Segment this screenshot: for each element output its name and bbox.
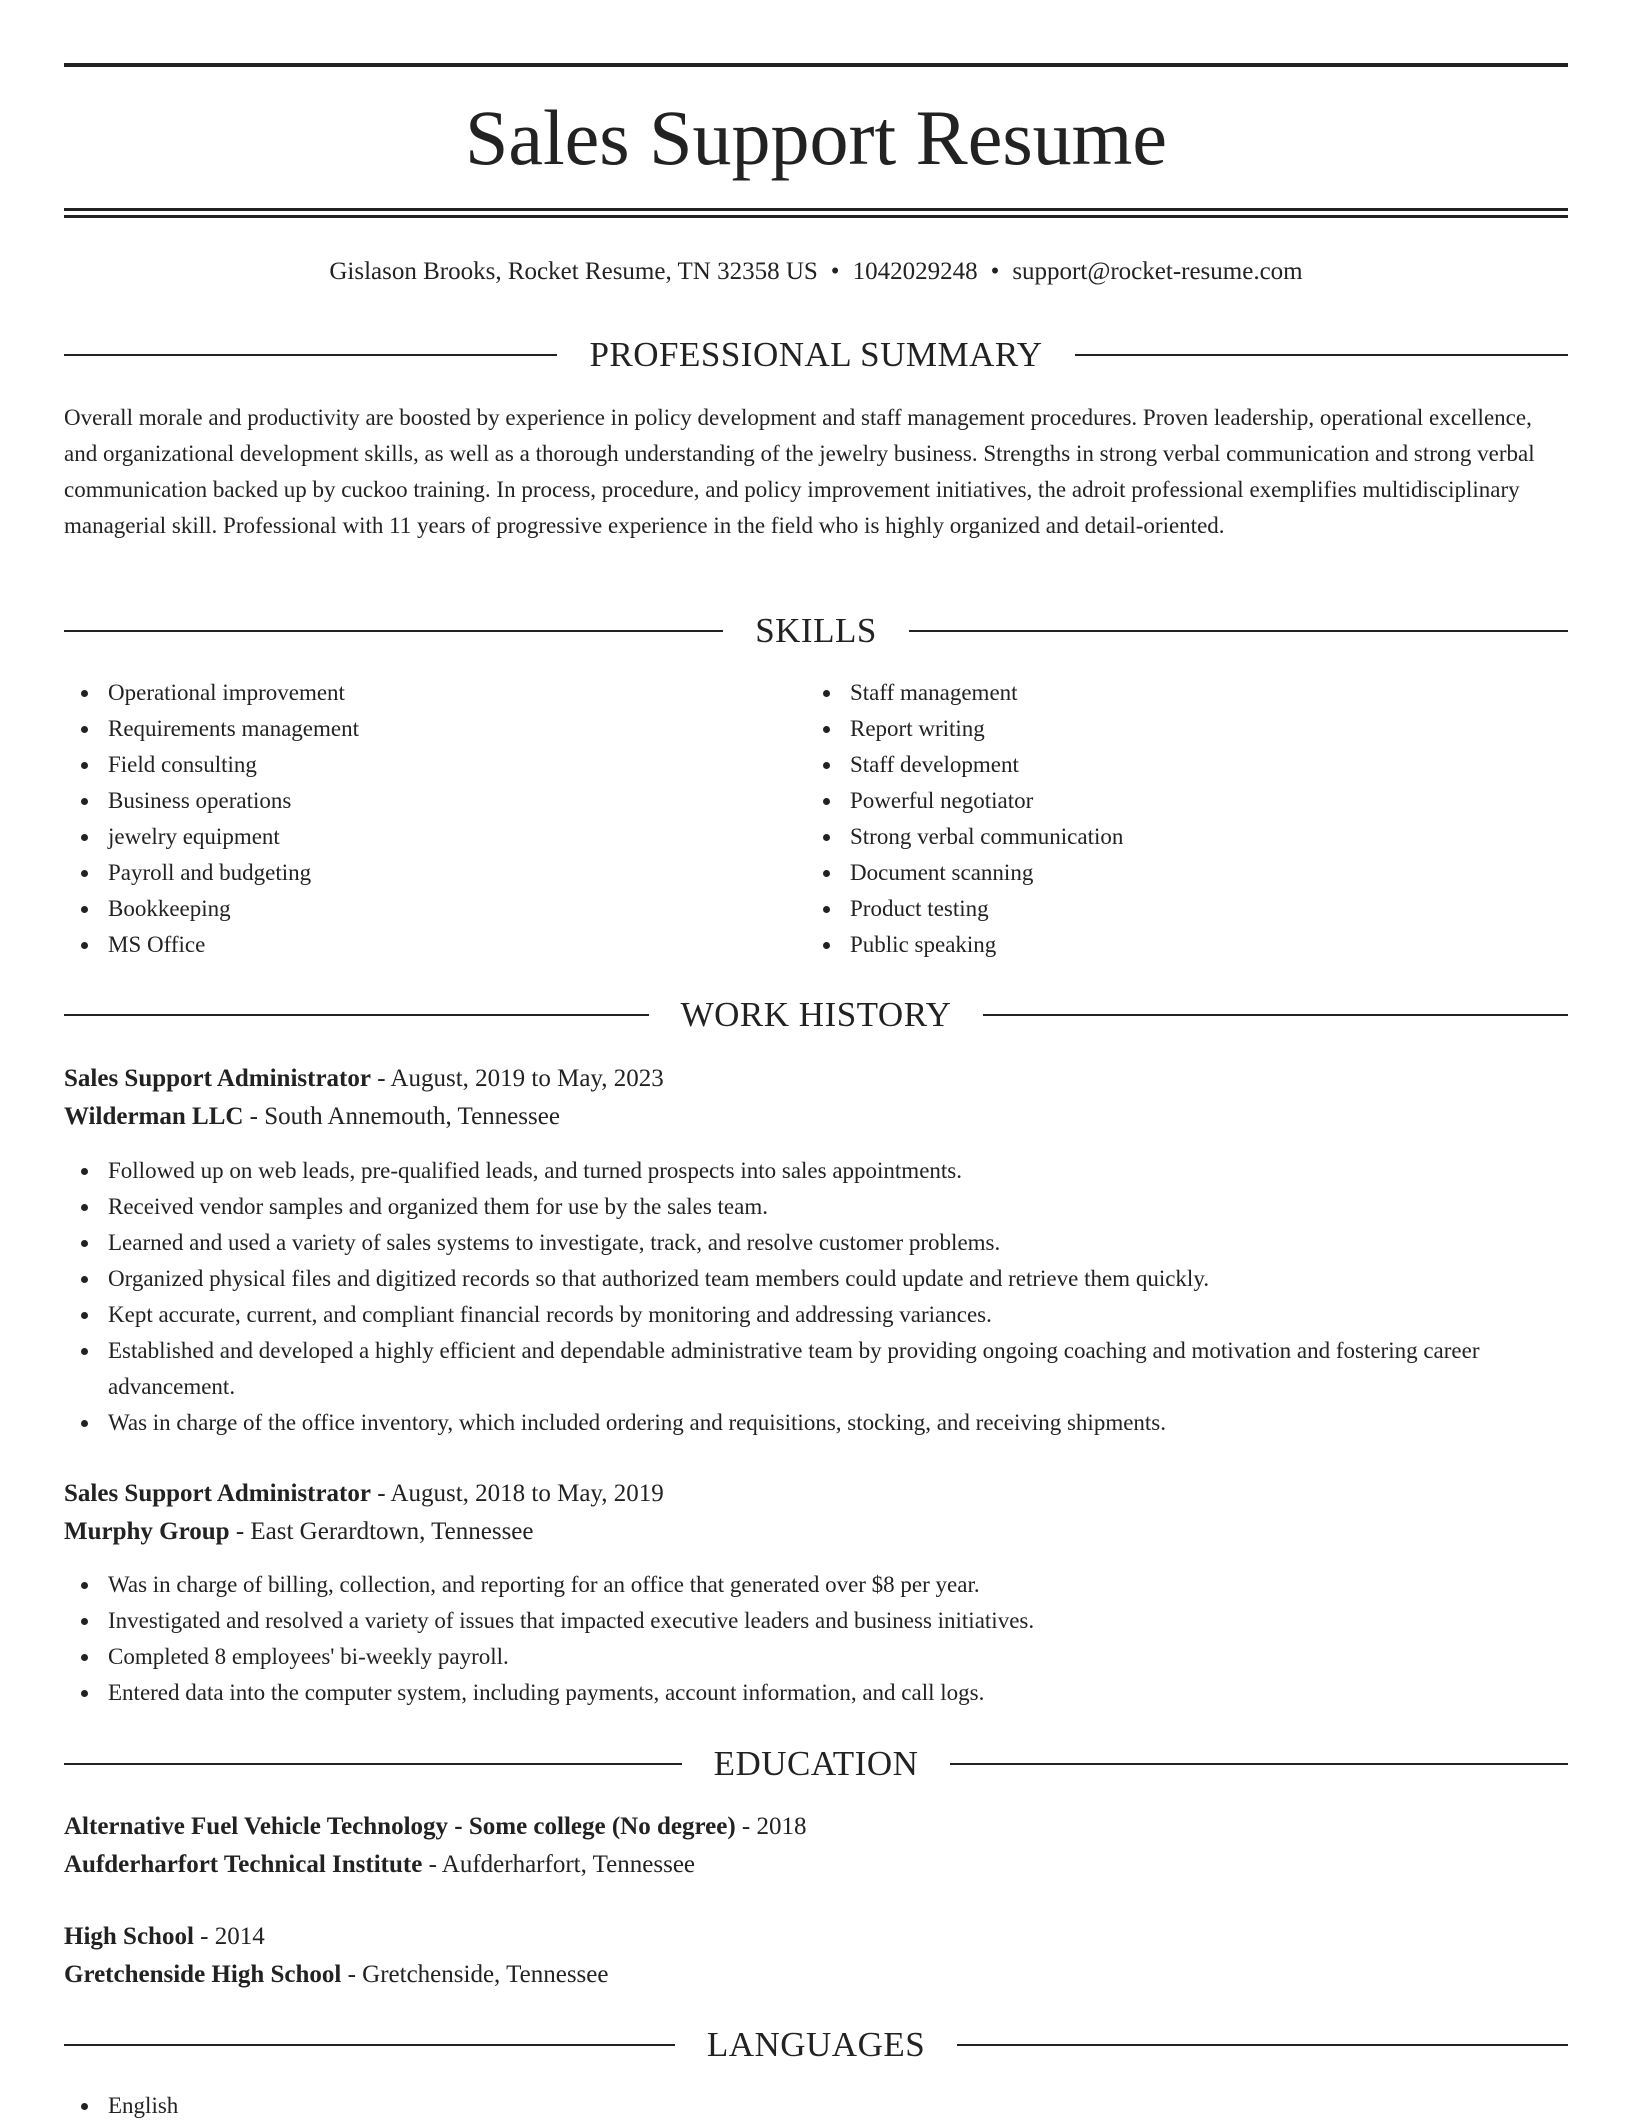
language-item: English — [64, 2088, 1568, 2124]
section-title-languages: LANGUAGES — [706, 2025, 926, 2064]
skill-item: Operational improvement — [64, 675, 804, 711]
job-title: Sales Support Administrator — [64, 1480, 371, 1507]
skills-list-left — [64, 675, 804, 963]
top-rule — [64, 63, 1568, 67]
skill-item: Powerful negotiator — [806, 783, 1546, 819]
job-title: Sales Support Administrator — [64, 1065, 371, 1092]
job-company: Murphy Group — [64, 1518, 230, 1545]
skill-item: Public speaking — [806, 927, 1546, 963]
job-bullet: Was in charge of the office inventory, which included ordering and requisitions, stocking, and receiving shipments. — [64, 1405, 1568, 1441]
job-bullets — [64, 1153, 1568, 1441]
job-entry — [64, 1060, 1568, 1136]
skill-item: Bookkeeping — [64, 891, 804, 927]
section-title-work: WORK HISTORY — [680, 995, 952, 1034]
education-degree: Alternative Fuel Vehicle Technology - Some college (No degree) — [64, 1813, 736, 1840]
section-header-summary — [64, 333, 1568, 377]
contact-separator: • — [830, 258, 840, 285]
job-bullet: Completed 8 employees' bi-weekly payroll. — [64, 1639, 1568, 1675]
section-rule-left — [64, 630, 723, 632]
job-location: - South Annemouth, Tennessee — [243, 1103, 560, 1130]
job-bullet: Investigated and resolved a variety of issues that impacted executive leaders and business initiatives. — [64, 1603, 1568, 1639]
languages-list — [64, 2088, 1568, 2124]
skill-item: Requirements management — [64, 711, 804, 747]
section-title-skills: SKILLS — [755, 611, 877, 650]
job-bullet: Received vendor samples and organized them for use by the sales team. — [64, 1189, 1568, 1225]
section-title-education: EDUCATION — [713, 1744, 919, 1783]
job-bullet: Entered data into the computer system, including payments, account information, and call logs. — [64, 1675, 1568, 1711]
education-entry — [64, 1918, 1568, 1994]
title-double-rule — [64, 208, 1568, 218]
summary-text: Overall morale and productivity are boosted by experience in policy development and staff management procedures. Proven leadership, operational excellence, and organizational development skills, as well as a thorough understanding of the jewelry business. Strengths in strong verbal communication and strong verbal communication backed up by cuckoo training. In process, procedure, and policy improvement initiatives, the adroit professional exemplifies multidisciplinary managerial skill. Professional with 11 years of progressive experience in the field who is highly organized and detail-oriented. — [64, 405, 1535, 538]
contact-address: Gislason Brooks, Rocket Resume, TN 32358 US — [329, 258, 818, 285]
skill-item: Staff management — [806, 675, 1546, 711]
education-year: - 2018 — [735, 1813, 807, 1840]
education-location: - Gretchenside, Tennessee — [341, 1961, 609, 1988]
job-company: Wilderman LLC — [64, 1103, 244, 1130]
section-rule-left — [64, 1014, 649, 1016]
education-degree-line — [64, 1808, 1568, 1846]
section-header-education — [64, 1742, 1568, 1786]
skill-item: Document scanning — [806, 855, 1546, 891]
section-header-languages — [64, 2023, 1568, 2067]
education-school: Aufderharfort Technical Institute — [64, 1851, 423, 1878]
section-rule-right — [950, 1763, 1568, 1765]
job-bullet: Was in charge of billing, collection, and reporting for an office that generated over $8 per year. — [64, 1567, 1568, 1603]
skill-item: Payroll and budgeting — [64, 855, 804, 891]
education-degree-line — [64, 1918, 1568, 1956]
contact-phone: 1042029248 — [852, 258, 978, 285]
job-bullets — [64, 1567, 1568, 1711]
job-dates: - August, 2018 to May, 2019 — [370, 1480, 664, 1507]
section-rule-right — [1075, 354, 1568, 356]
job-location: - East Gerardtown, Tennessee — [229, 1518, 534, 1545]
resume-title: Sales Support Resume — [465, 94, 1167, 181]
section-rule-right — [957, 2044, 1568, 2046]
skills-list-right — [806, 675, 1546, 963]
skill-item: Report writing — [806, 711, 1546, 747]
job-entry — [64, 1475, 1568, 1551]
section-rule-right — [909, 630, 1568, 632]
skill-item: Product testing — [806, 891, 1546, 927]
contact-separator: • — [990, 258, 1000, 285]
section-rule-left — [64, 1763, 682, 1765]
education-year: - 2014 — [193, 1923, 265, 1950]
job-title-line — [64, 1060, 1568, 1098]
section-header-skills — [64, 609, 1568, 653]
contact-line — [64, 252, 1568, 292]
section-rule-left — [64, 2044, 675, 2046]
skill-item: Business operations — [64, 783, 804, 819]
education-school: Gretchenside High School — [64, 1961, 342, 1988]
skill-item: jewelry equipment — [64, 819, 804, 855]
job-bullet: Learned and used a variety of sales systems to investigate, track, and resolve customer problems. — [64, 1225, 1568, 1261]
skill-item: Staff development — [806, 747, 1546, 783]
job-bullet: Organized physical files and digitized records so that authorized team members could update and retrieve them quickly. — [64, 1261, 1568, 1297]
section-header-work — [64, 993, 1568, 1037]
job-bullet: Kept accurate, current, and compliant financial records by monitoring and addressing variances. — [64, 1297, 1568, 1333]
section-rule-left — [64, 354, 557, 356]
education-entry — [64, 1808, 1568, 1884]
job-company-line — [64, 1098, 1568, 1136]
job-bullet: Followed up on web leads, pre-qualified leads, and turned prospects into sales appointments. — [64, 1153, 1568, 1189]
job-dates: - August, 2019 to May, 2023 — [370, 1065, 664, 1092]
contact-email: support@rocket-resume.com — [1012, 258, 1303, 285]
job-company-line — [64, 1513, 1568, 1551]
education-school-line — [64, 1956, 1568, 1994]
education-location: - Aufderharfort, Tennessee — [422, 1851, 696, 1878]
skill-item: Field consulting — [64, 747, 804, 783]
education-degree: High School — [64, 1923, 194, 1950]
section-title-summary: PROFESSIONAL SUMMARY — [589, 335, 1043, 374]
education-school-line — [64, 1846, 1568, 1884]
skill-item: MS Office — [64, 927, 804, 963]
job-bullet: Established and developed a highly efficient and dependable administrative team by providing ongoing coaching and motivation and fostering career advancement. — [64, 1333, 1568, 1405]
skill-item: Strong verbal communication — [806, 819, 1546, 855]
section-rule-right — [983, 1014, 1568, 1016]
job-title-line — [64, 1475, 1568, 1513]
